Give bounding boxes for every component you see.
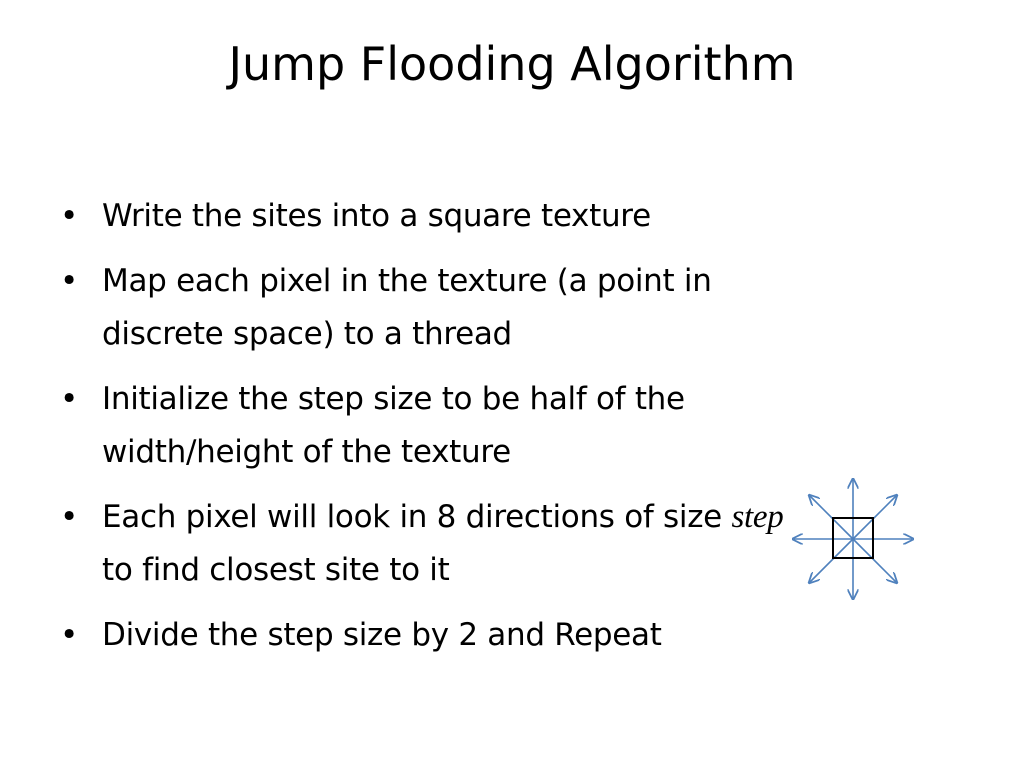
bullet-eight-directions	[60, 491, 820, 597]
bullet-list	[60, 190, 820, 674]
arrow-down-right	[853, 539, 896, 582]
bullet-divide-repeat: • Divide the step size by 2 and Repeat	[60, 609, 820, 662]
eight-direction-arrows-icon	[788, 474, 918, 604]
step-emphasis: step	[731, 499, 784, 535]
arrow-down-left	[810, 539, 853, 582]
slide-title: Jump Flooding Algorithm	[228, 37, 796, 91]
bullet-write-sites: • Write the sites into a square texture	[60, 190, 820, 243]
bullet-initialize-step: • Initialize the step size to be half of the width/height of the texture	[60, 373, 820, 479]
bullet-eight-directions-suffix: to find closest site to it	[102, 552, 450, 588]
bullet-map-pixels: • Map each pixel in the texture (a point in discrete space) to a thread	[60, 255, 820, 361]
bullet-eight-directions-prefix: Each pixel will look in 8 directions of size	[102, 499, 722, 535]
arrow-group	[794, 480, 912, 598]
